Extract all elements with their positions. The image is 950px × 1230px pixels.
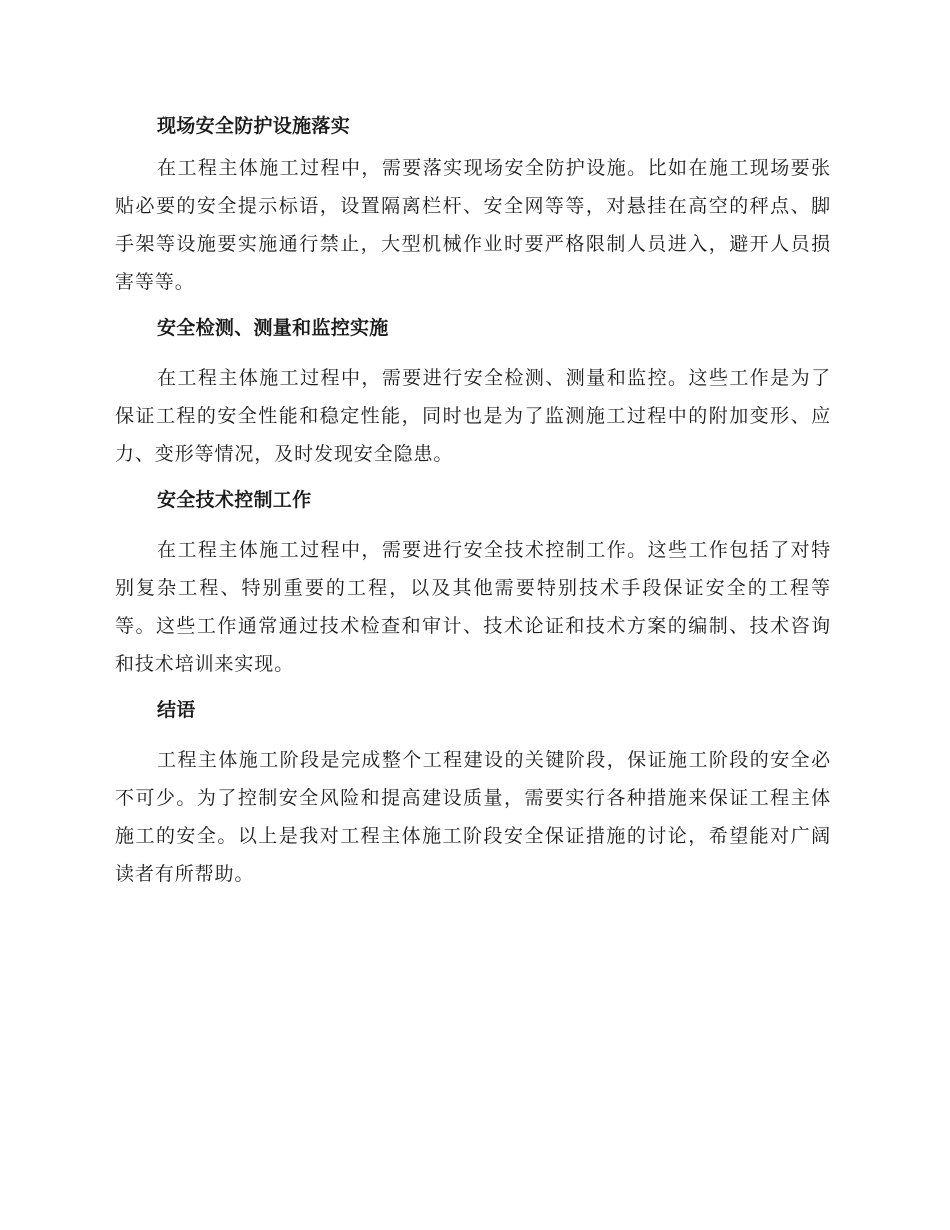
section-heading: 安全检测、测量和监控实施 [157, 317, 389, 339]
section-safety-monitoring [115, 309, 831, 473]
section-paragraph: 在工程主体施工过程中，需要落实现场安全防护设施。比如在施工现场要张贴必要的安全提示标语，设置隔离栏杆、安全网等等，对悬挂在高空的秤点、脚手架等设施要实施通行禁止，大型机械作业时要严格限制人员进入，避开人员损害等等。 [115, 157, 831, 293]
section-safety-technical-control [115, 481, 831, 683]
section-paragraph: 工程主体施工阶段是完成整个工程建设的关键阶段，保证施工阶段的安全必不可少。为了控制安全风险和提高建设质量，需要实行各种措施来保证工程主体施工的安全。以上是我对工程主体施工阶段安全保证措施的讨论，希望能对广阔读者有所帮助。 [115, 749, 831, 885]
section-heading: 安全技术控制工作 [157, 489, 312, 511]
section-conclusion [115, 691, 831, 893]
section-safety-facilities [115, 107, 831, 301]
section-heading: 结语 [157, 699, 196, 721]
section-heading: 现场安全防护设施落实 [157, 115, 351, 137]
section-paragraph: 在工程主体施工过程中，需要进行安全检测、测量和监控。这些工作是为了保证工程的安全性能和稳定性能，同时也是为了监测施工过程中的附加变形、应力、变形等情况，及时发现安全隐患。 [115, 367, 831, 465]
section-paragraph: 在工程主体施工过程中，需要进行安全技术控制工作。这些工作包括了对特别复杂工程、特别重要的工程，以及其他需要特别技术手段保证安全的工程等等。这些工作通常通过技术检查和审计、技术论证和技术方案的编制、技术咨询和技术培训来实现。 [115, 539, 831, 675]
document-body [115, 107, 831, 897]
